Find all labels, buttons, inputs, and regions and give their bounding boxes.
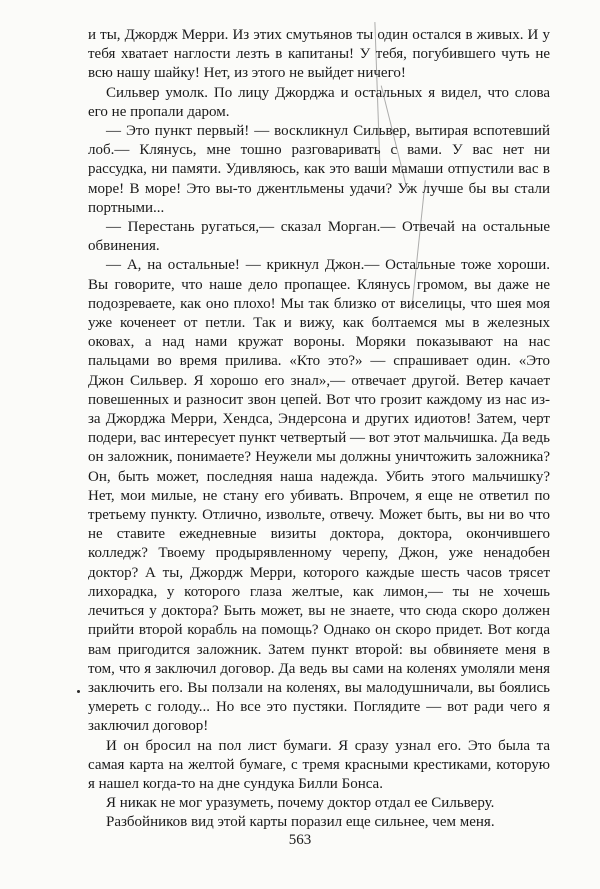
body-text <box>88 26 550 833</box>
page-number: 563 <box>288 832 312 848</box>
paragraph: И он бросил на пол лист бумаги. Я сразу узнал его. Это была та самая карта на желтой бумаге, с тремя красными крестиками, которую я нашел когда-то на дне сундука Билли Бонса. <box>88 737 550 792</box>
paragraph: — Это пункт первый! — воскликнул Сильвер, вытирая вспотевший лоб.— Клянусь, мне тошно разговаривать с вами. У вас нет ни рассудка, ни памяти. Удивляюсь, как это ваши мамаши отпустили вас в море! В море! Это вы-то джентльмены удачи? Уж лучше бы вы стали портными... <box>88 123 550 216</box>
paragraph: Я никак не мог уразуметь, почему доктор отдал ее Сильверу. <box>106 795 495 812</box>
scan-artifact-speck <box>77 690 80 693</box>
paragraph: Разбойников вид этой карты поразил еще сильнее, чем меня. <box>106 814 495 831</box>
paragraph: — А, на остальные! — крикнул Джон.— Остальные тоже хороши. Вы говорите, что наше дело пропащее. Клянусь громом, вы даже не подозреваете, как оно плохо! Мы так близко от виселицы, что шея моя уже коченеет от петли. Так и вижу, как болтаемся мы в железных оковах, а над нами кружат вороны. Моряки показывают на нас пальцами во время прилива. «Кто это?» — спрашивает один. «Это Джон Сильвер. Я хорошо его знал»,— отвечает другой. Ветер качает повешенных и разносит звон цепей. Вот что грозит каждому из нас из-за Джорджа Мерри, Хендса, Эндерсона и других идиотов! Затем, черт подери, вас интересует пункт четвертый — вот этот мальчишка. Да ведь он заложник, понимаете? Неужели мы должны уничтожить заложника? Он, быть может, последняя наша надежда. Убить этого мальчишку? Нет, мои милые, не стану его убивать. Впрочем, я еще не ответил по третьему пункту. Отлично, извольте, отвечу. Может быть, вы ни во что не ставите ежедневные визиты доктора, доктора, окончившего колледж? Твоему продырявленному черепу, Джон, уже ненадобен доктор? А ты, Джордж Мерри, которого каждые шесть часов трясет лихорадка, у которого глаза желтые, как лимон,— ты не хочешь лечиться у доктора? Быть может, вы не знаете, что сюда скоро должен прийти второй корабль на помощь? Однако он скоро придет. Вот когда вам пригодится заложник. Затем пункт второй: вы обвиняете меня в том, что я заключил договор. Да ведь вы сами на коленях умоляли меня заключить его. Вы ползали на коленях, вы малодушничали, вы боялись умереть с голоду... Но все это пустяки. Поглядите — вот ради чего я заключил договор! <box>88 257 550 735</box>
paragraph: Сильвер умолк. По лицу Джорджа и остальных я видел, что слова его не пропали даром. <box>88 84 550 120</box>
paragraph: и ты, Джордж Мерри. Из этих смутьянов ты один остался в живых. И у тебя хватает наглости лезть в капитаны! У тебя, погубившего чуть не всю нашу шайку! Нет, из этого не выйдет ничего! <box>88 27 550 82</box>
paragraph: — Перестань ругаться,— сказал Морган.— Отвечай на остальные обвинения. <box>88 219 550 255</box>
